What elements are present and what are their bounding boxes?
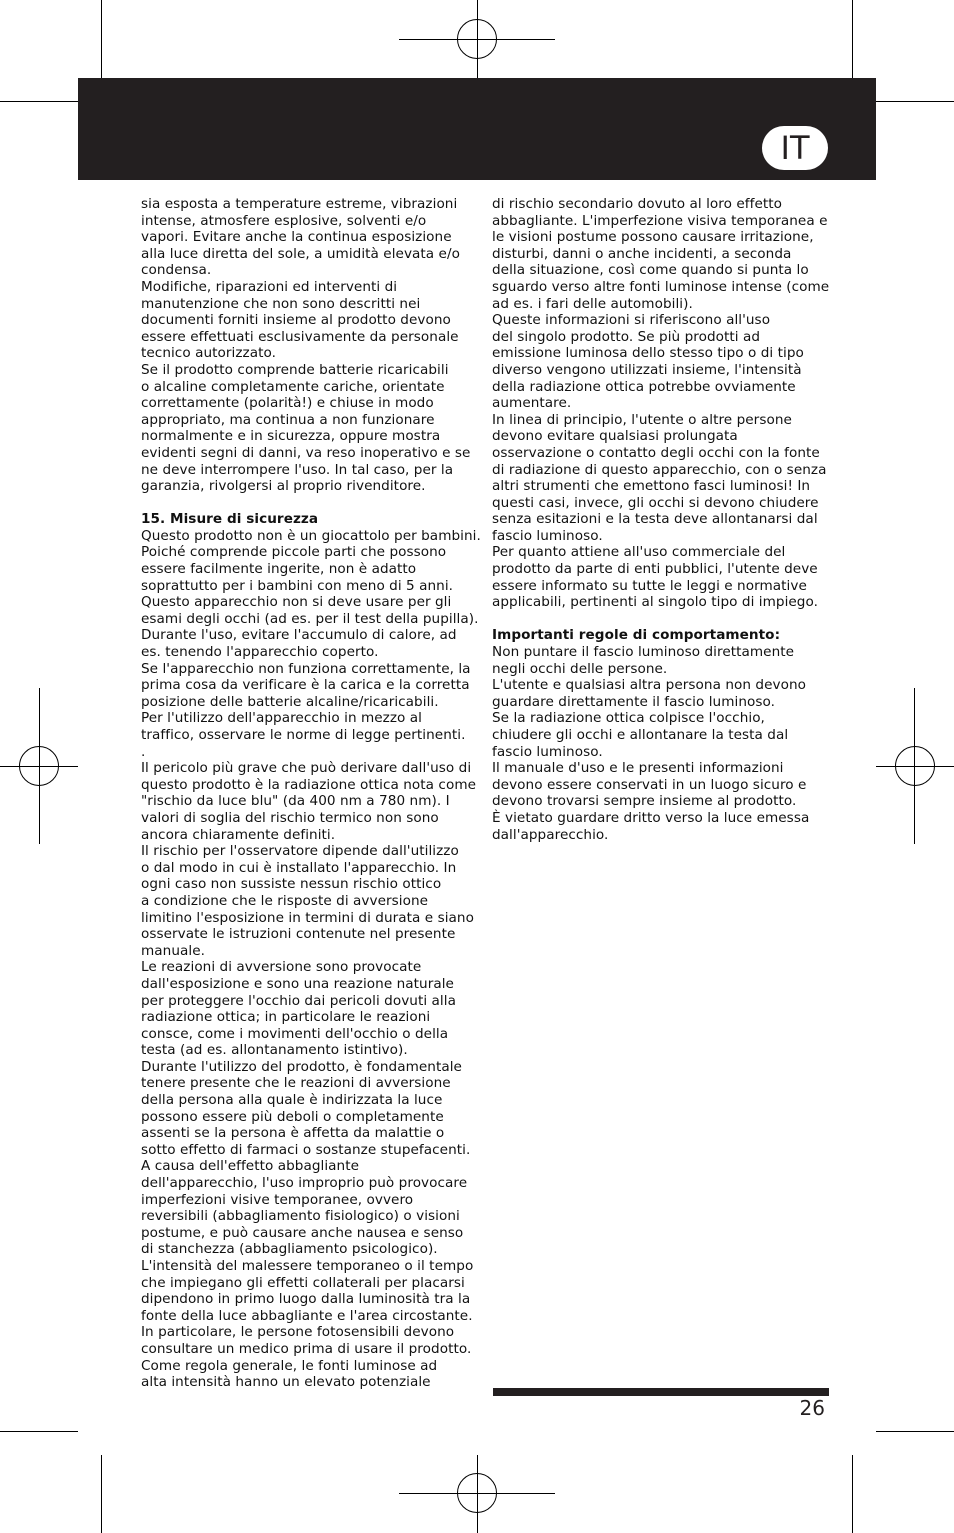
right-paragraph-1: di rischio secondario dovuto al loro effetto abbagliante. L'imperfezione visiva temporanea e le visioni postume possono causare irritazione, disturbi, danni o anche incidenti, a seconda della situazione, così come quando si punta lo sguardo verso altre fonti luminose intense (come ad es. i fari delle automobili). Queste informazioni si riferiscono all'uso del singolo prodotto. Se più prodotti ad emissione luminosa dello stesso tipo o di tipo diverso vengono utilizzati insieme, l'intensità della radiazione ottica potrebbe ovviamente aumentare. In linea di principio, l'utente o altre persone devono evitare qualsiasi prolungata osservazione o contatto degli occhi con la fonte di radiazione di questo apparecchio, con o senza altri strumenti che emettono fasci luminosi! In questi casi, invece, gli occhi si devono chiudere senza esitazioni e la testa deve allontanarsi dal fascio luminoso. Per quanto attiene all'uso commerciale del prodotto da parte di enti pubblici, l'utente deve essere informato su tutte le leggi e normative applicabili, pertinenti al singolo tipo di impiego. bbox=[492, 196, 830, 611]
page-number: 26 bbox=[799, 1396, 825, 1420]
crop-mark bbox=[101, 1455, 102, 1533]
registration-mark bbox=[457, 1473, 497, 1513]
language-badge: IT bbox=[762, 126, 828, 170]
paragraph-gap bbox=[492, 611, 832, 628]
registration-mark bbox=[19, 746, 59, 786]
footer-bar bbox=[493, 1388, 829, 1396]
right-column bbox=[492, 196, 832, 843]
section-heading: 15. Misure di sicurezza bbox=[141, 511, 319, 528]
crop-mark bbox=[0, 101, 78, 102]
crop-mark bbox=[852, 1455, 853, 1533]
crop-mark bbox=[852, 0, 853, 78]
crop-mark bbox=[101, 0, 102, 78]
paragraph-gap bbox=[141, 495, 481, 512]
crop-mark bbox=[876, 101, 954, 102]
left-paragraph-1: sia esposta a temperature estreme, vibrazioni intense, atmosfere esplosive, solventi e/o vapori. Evitare anche la continua esposizione alla luce diretta del sole, a umidità elevata e/o condensa. Modifiche, riparazioni ed interventi di manutenzione che non sono descritti nei documenti forniti insieme al prodotto devono essere effettuati esclusivamente da personale tecnico autorizzato. Se il prodotto comprende batterie ricaricabili o alcaline completamente cariche, orientate correttamente (polarità!) e chiuse in modo appropriato, ma continua a non funzionare normalmente e in sicurezza, oppure mostra evidenti segni di danni, va reso inoperativo e se ne deve interrompere l'uso. In tal caso, per la garanzia, rivolgersi al proprio rivenditore. bbox=[141, 196, 471, 495]
crop-mark bbox=[0, 1431, 78, 1432]
left-paragraph-2: Questo prodotto non è un giocattolo per bambini. Poiché comprende piccole parti che possono essere facilmente ingerite, non è adatto soprattutto per i bambini con meno di 5 anni. Questo apparecchio non si deve usare per gli esami degli occhi (ad es. per il test della pupilla). Durante l'uso, evitare l'accumulo di calore, ad es. tenendo l'apparecchio coperto. Se l'apparecchio non funziona correttamente, la prima cosa da verificare è la carica e la corretta posizione delle batterie alcaline/ricaricabili. Per l'utilizzo dell'apparecchio in mezzo al traffico, osservare le norme di legge pertinenti. . Il pericolo più grave che può derivare dall'uso di questo prodotto è la radiazione ottica nota come "rischio da luce blu" (da 400 nm a 780 nm). I valori di soglia del rischio termico non sono ancora chiaramente definiti. Il rischio per l'osservatore dipende dall'utilizzo o dal modo in cui è installato l'apparecchio. In ogni caso non sussiste nessun rischio ottico a condizione che le risposte di avversione limitino l'esposizione in termini di durata e siano osservate le istruzioni contenute nel presente manuale. Le reazioni di avversione sono provocate dall'esposizione e sono una reazione naturale per proteggere l'occhio dai pericoli dovuti alla radiazione ottica; in particolare le reazioni consce, come i movimenti dell'occhio o della testa (ad es. allontanamento istintivo). Durante l'utilizzo del prodotto, è fondamentale tenere presente che le reazioni di avversione della persona alla quale è indirizzata la luce possono essere più deboli o completamente assenti se la persona è affetta da malattie o sotto effetto di farmaci o sostanze stupefacenti. A causa dell'effetto abbagliante dell'apparecchio, l'uso improprio può provocare imperfezioni visive temporanee, ovvero reversibili (abbagliamento fisiologico) o visioni postume, e può causare anche nausea e senso di stanchezza (abbagliamento psicologico). L'intensità del malessere temporaneo o il tempo che impiegano gli effetti collaterali per placarsi dipendono in primo luogo dalla luminosità tra la fonte della luce abbagliante e l'area circostante. In particolare, le persone fotosensibili devono consultare un medico prima di usare il prodotto. Come regola generale, le fonti luminose ad alta intensità hanno un elevato potenziale bbox=[141, 527, 481, 1391]
registration-mark bbox=[457, 19, 497, 59]
crop-mark bbox=[876, 1431, 954, 1432]
rules-heading: Importanti regole di comportamento: bbox=[492, 627, 781, 644]
right-paragraph-2: Non puntare il fascio luminoso direttamente negli occhi delle persone. L'utente e qualsiasi altra persona non devono guardare direttamente il fascio luminoso. Se la radiazione ottica colpisce l'occhio, chiudere gli occhi e allontanare la testa dal fascio luminoso. Il manuale d'uso e le presenti informazioni devono essere conservati in un luogo sicuro e devono trovarsi sempre insieme al prodotto. È vietato guardare dritto verso la luce emessa dall'apparecchio. bbox=[492, 644, 810, 843]
registration-mark bbox=[895, 746, 935, 786]
header-band bbox=[78, 78, 876, 180]
left-column bbox=[141, 196, 481, 1391]
